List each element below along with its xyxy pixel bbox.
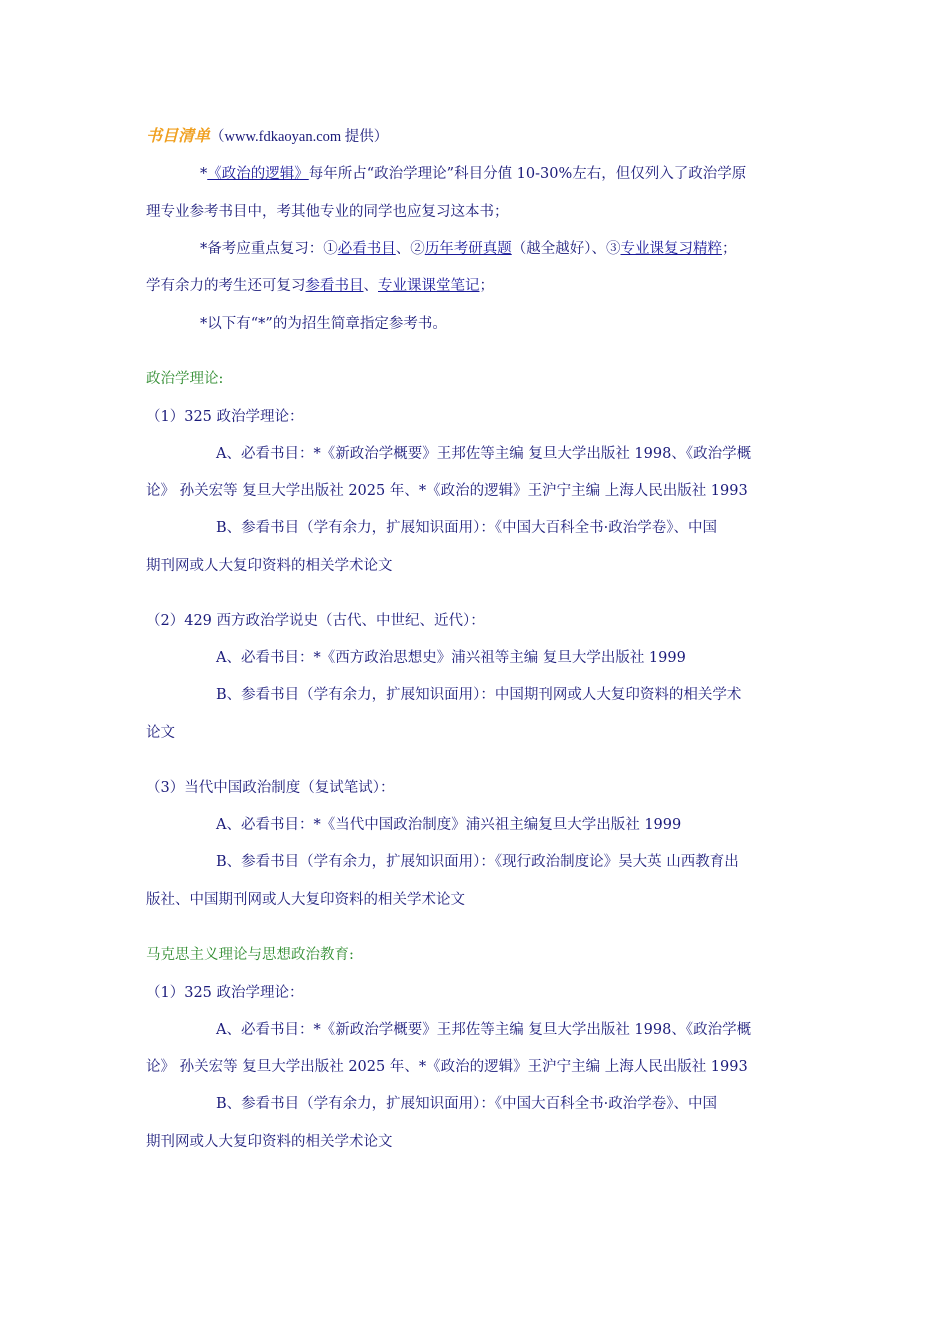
note-2-sep1: 、②	[395, 241, 425, 257]
title-heading: 书目清单	[146, 126, 211, 145]
note-2-sep2: 、	[363, 278, 378, 294]
section-heading-political-theory: 政治学理论:	[146, 371, 224, 387]
reference-books-line: 版社、中国期刊网或人大复印资料的相关学术论文	[146, 892, 465, 908]
required-books-line: A、必看书目：*《当代中国政治制度》浦兴祖主编复旦大学出版社 1999	[216, 817, 682, 833]
reference-books-line: 论文	[146, 725, 175, 741]
required-books-line: A、必看书目：*《西方政治思想史》浦兴祖等主编 复旦大学出版社 1999	[216, 650, 686, 666]
required-books-line: A、必看书目：*《新政治学概要》王邦佐等主编 复旦大学出版社 1998、《政治学概	[216, 446, 752, 462]
link-class-notes[interactable]: 专业课课堂笔记	[378, 278, 480, 294]
course-title: （1）325 政治学理论：	[146, 409, 304, 425]
course-title: （3）当代中国政治制度（复试笔试）：	[146, 780, 395, 796]
note-1-star: *	[200, 166, 208, 182]
note-2-end: ；	[722, 241, 737, 257]
link-review-essentials[interactable]: 专业课复习精粹	[620, 241, 722, 257]
reference-books-line: B、参看书目（学有余力，扩展知识面用）：《中国大百科全书·政治学卷》、中国	[216, 1096, 718, 1112]
reference-books-line: B、参看书目（学有余力，扩展知识面用）：《中国大百科全书·政治学卷》、中国	[216, 520, 718, 536]
link-politics-logic[interactable]: 《政治的逻辑》	[207, 166, 309, 182]
title-provider: （www.fdkaoyan.com 提供）	[210, 129, 389, 145]
note-2-continued	[146, 276, 816, 296]
note-3: *以下有“*”的为招生简章指定参考书。	[200, 316, 447, 332]
required-books-line: 论》 孙关宏等 复旦大学出版社 2025 年、*《政治的逻辑》王沪宁主编 上海人民出版社 1993	[146, 483, 748, 499]
note-2-prefix: *备考应重点复习：①	[200, 241, 338, 257]
note-2-cont-prefix: 学有余力的考生还可复习	[146, 278, 306, 294]
link-required-books[interactable]: 必看书目	[337, 241, 396, 257]
link-reference-books[interactable]: 参看书目	[305, 278, 364, 294]
reference-books-line: B、参看书目（学有余力，扩展知识面用）：《现行政治制度论》吴大英 山西教育出	[216, 854, 739, 870]
note-2	[200, 239, 870, 259]
note-2-cont-end: ；	[479, 278, 494, 294]
reference-books-line: 期刊网或人大复印资料的相关学术论文	[146, 1134, 393, 1150]
reference-books-line: B、参看书目（学有余力，扩展知识面用）：中国期刊网或人大复印资料的相关学术	[216, 687, 742, 703]
required-books-line: A、必看书目：*《新政治学概要》王邦佐等主编 复旦大学出版社 1998、《政治学概	[216, 1022, 752, 1038]
document-title	[146, 126, 816, 147]
course-title: （2）429 西方政治学说史（古代、中世纪、近代）：	[146, 613, 485, 629]
note-1	[200, 164, 870, 184]
course-title: （1）325 政治学理论：	[146, 985, 304, 1001]
link-past-exams[interactable]: 历年考研真题	[424, 241, 512, 257]
section-heading-marxism: 马克思主义理论与思想政治教育:	[146, 947, 354, 963]
note-2-mid: （越全越好）、③	[511, 241, 621, 257]
note-1-text: 每年所占“政治学理论”科目分值 10-30%左右，但仅列入了政治学原	[308, 166, 747, 182]
required-books-line: 论》 孙关宏等 复旦大学出版社 2025 年、*《政治的逻辑》王沪宁主编 上海人民出版社 1993	[146, 1059, 748, 1075]
note-1-continued: 理专业参考书目中，考其他专业的同学也应复习这本书；	[146, 204, 509, 220]
reference-books-line: 期刊网或人大复印资料的相关学术论文	[146, 558, 393, 574]
